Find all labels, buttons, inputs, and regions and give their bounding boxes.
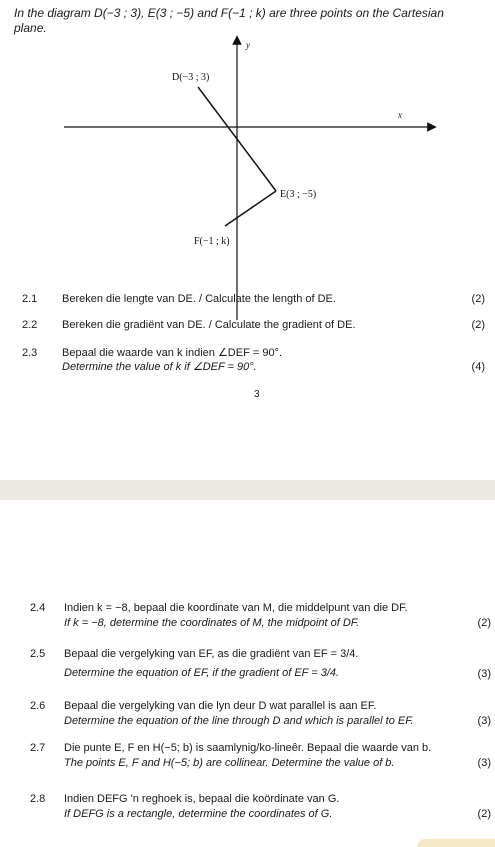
question-text-afrikaans: Bepaal die vergelyking van EF, as die gradiënt van EF = 3/4. <box>64 648 359 660</box>
question-number: 2.6 <box>30 700 46 712</box>
segment-EF <box>225 191 276 226</box>
question-text-english: If DEFG is a rectangle, determine the coordinates of G. <box>64 808 333 820</box>
question-text-english: Determine the equation of EF, if the gradient of EF = 3/4. <box>64 667 340 679</box>
question-marks: (2) <box>477 808 491 820</box>
point-E-label: E(3 ; −5) <box>280 189 317 200</box>
question-text-english: If k = −8, determine the coordinates of M, the midpoint of DF. <box>64 617 360 629</box>
question-text <box>62 346 452 374</box>
question-text-afrikaans: Bepaal die vergelyking van die lyn deur D wat parallel is aan EF. <box>64 700 377 712</box>
point-F-label: F(−1 ; k) <box>194 236 230 247</box>
worksheet-page-2 <box>0 500 495 847</box>
question-number: 2.1 <box>22 293 38 305</box>
question-marks: (3) <box>477 757 491 769</box>
question-marks: (2) <box>471 293 485 305</box>
question-text-english: Determine the value of k if ∠DEF = 90°. <box>62 361 257 373</box>
intro-line-1: In the diagram D(−3 ; 3), E(3 ; −5) and F(−1 ; k) are three points on the Cartesian <box>14 6 444 20</box>
question-text <box>64 699 464 729</box>
question-text-afrikaans: Indien DEFG 'n reghoek is, bepaal die koördinate van G. <box>64 793 340 805</box>
page-gap <box>0 480 495 500</box>
x-axis-label: x <box>398 110 402 120</box>
question-text <box>64 647 464 681</box>
question-text-afrikaans: Indien k = −8, bepaal die koordinate van M, die middelpunt van die DF. <box>64 602 408 614</box>
point-D-label: D(−3 ; 3) <box>172 72 210 83</box>
question-marks: (3) <box>477 715 491 727</box>
question-text-english: The points E, F and H(−5; b) are collinear. Determine the value of b. <box>64 757 395 769</box>
question-number: 2.4 <box>30 602 46 614</box>
question-text-afrikaans: Die punte E, F en H(−5; b) is saamlynig/ko-lineêr. Bepaal die waarde van b. <box>64 742 432 754</box>
question-text <box>64 741 464 771</box>
intro-line-2: plane. <box>14 21 47 35</box>
question-text: Bereken die lengte van DE. / Calculate the length of DE. <box>62 293 336 305</box>
question-number: 2.7 <box>30 742 46 754</box>
question-number: 2.3 <box>22 347 38 359</box>
question-marks: (2) <box>471 319 485 331</box>
y-axis-label: y <box>246 40 250 50</box>
question-number: 2.5 <box>30 648 46 660</box>
question-marks: (3) <box>477 668 491 680</box>
question-text-afrikaans: Bepaal die waarde van k indien ∠DEF = 90°. <box>62 347 283 359</box>
question-marks: (2) <box>477 617 491 629</box>
question-number: 2.2 <box>22 319 38 331</box>
question-text <box>64 792 464 822</box>
question-number: 2.8 <box>30 793 46 805</box>
question-text: Bereken die gradiënt van DE. / Calculate the gradient of DE. <box>62 319 356 331</box>
question-marks: (4) <box>471 361 485 373</box>
page-tab-decoration <box>417 839 495 847</box>
question-text <box>64 601 464 631</box>
page-number: 3 <box>254 389 260 400</box>
question-text-english: Determine the equation of the line through D and which is parallel to EF. <box>64 715 414 727</box>
